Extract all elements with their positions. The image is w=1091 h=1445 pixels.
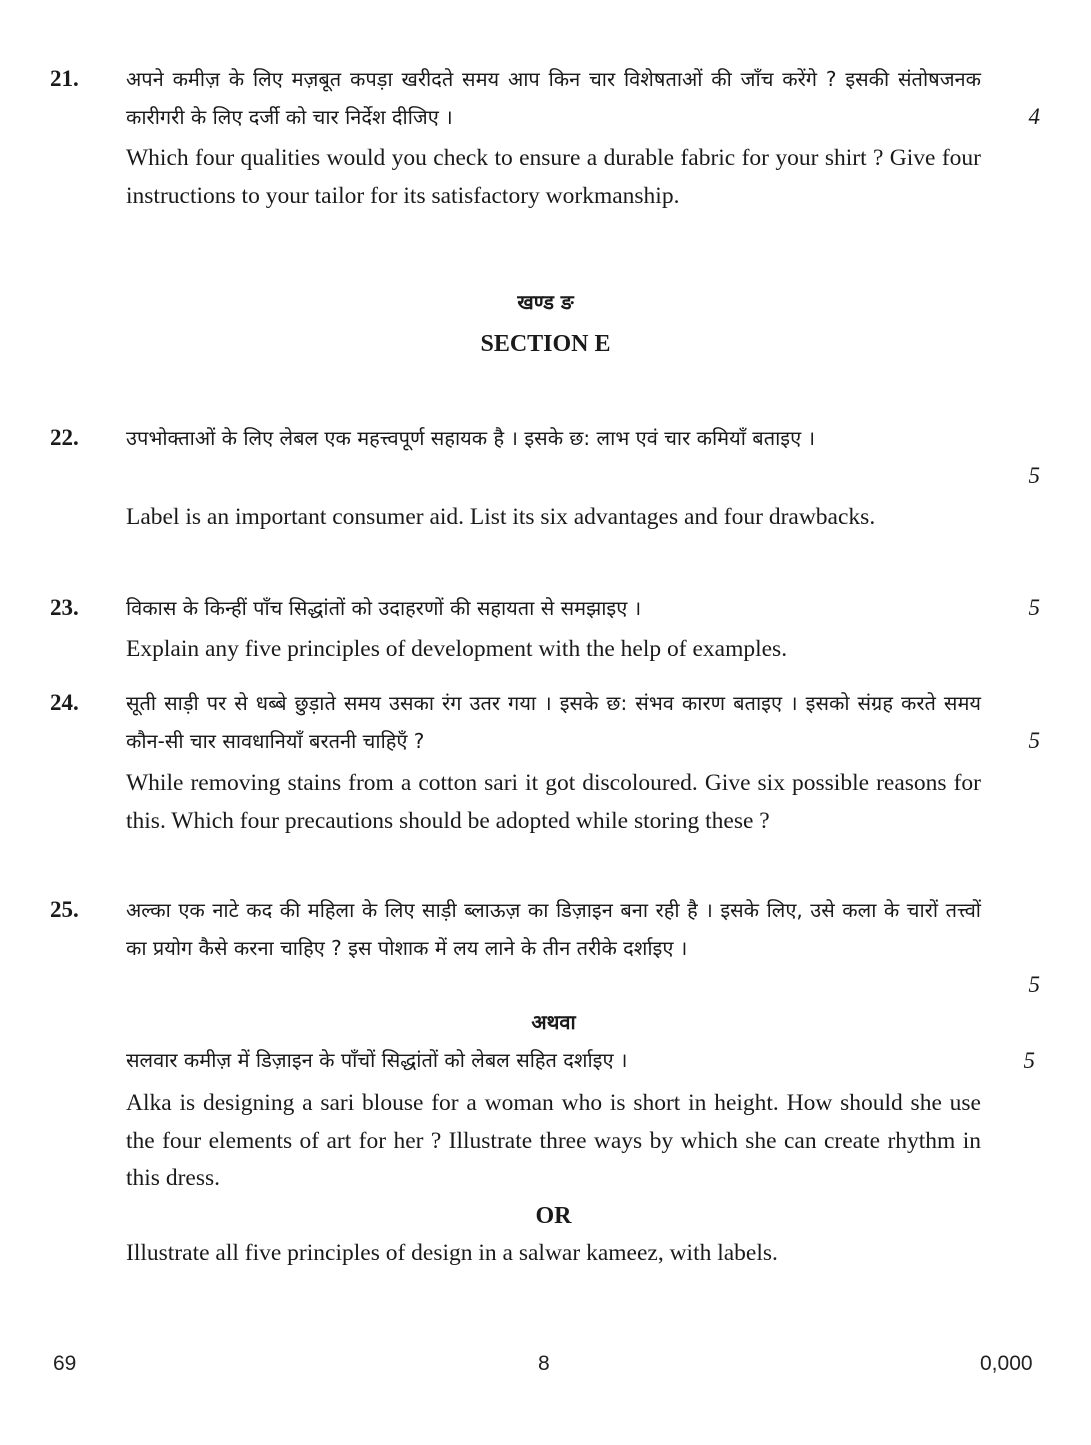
alternative-question-english: Illustrate all five principles of design in a salwar kameez, with labels. xyxy=(126,1240,778,1266)
or-separator-english: OR xyxy=(535,1203,572,1229)
question-text-english: Label is an important consumer aid. List its six advantages and four drawbacks. xyxy=(126,504,876,530)
alternative-marks: 5 xyxy=(1023,1048,1035,1073)
question-text-english: Which four qualities would you check to ensure a durable fabric for your shirt ? Give four instructions to your tailor for its satisfactory workmanship. xyxy=(126,145,981,209)
page-number: 8 xyxy=(538,1352,550,1375)
question-number: 24. xyxy=(50,690,79,715)
print-count: 0,000 xyxy=(980,1352,1033,1375)
section-heading-hindi: खण्ड ङ xyxy=(517,290,574,314)
question-text-hindi: अल्का एक नाटे कद की महिला के लिए साड़ी ब्लाऊज़ का डिज़ाइन बना रही है । इसके लिए, उसे कला के चारों तत्त्वों का प्रयोग कैसे करना चाहिए ? इस पोशाक में लय लाने के तीन तरीके दर्शाइए । xyxy=(126,898,981,960)
paper-code: 69 xyxy=(53,1352,77,1375)
alternative-question-hindi: सलवार कमीज़ में डिज़ाइन के पाँचों सिद्धांतों को लेबल सहित दर्शाइए । xyxy=(126,1048,628,1072)
question-text-hindi: सूती साड़ी पर से धब्बे छुड़ाते समय उसका रंग उतर गया । इसके छ: संभव कारण बताइए । इसको संग्रह करते समय कौन-सी चार सावधानियाँ बरतनी चाहिएँ ? xyxy=(126,691,981,753)
question-text-hindi: विकास के किन्हीं पाँच सिद्धांतों को उदाहरणों की सहायता से समझाइए । xyxy=(126,596,642,620)
marks: 5 xyxy=(1028,595,1040,620)
question-number: 23. xyxy=(50,595,79,620)
marks: 5 xyxy=(1028,463,1040,488)
question-text-english: While removing stains from a cotton sari it got discoloured. Give six possible reasons for this. Which four precautions should be adopted while storing these ? xyxy=(126,770,981,834)
question-number: 21. xyxy=(50,66,79,91)
question-number: 22. xyxy=(50,425,79,450)
marks: 4 xyxy=(1028,104,1040,129)
or-separator-hindi: अथवा xyxy=(531,1010,576,1034)
section-heading-english: SECTION E xyxy=(480,331,611,357)
question-text-hindi: अपने कमीज़ के लिए मज़बूत कपड़ा खरीदते समय आप किन चार विशेषताओं की जाँच करेंगे ? इसकी संतोषजनक कारीगरी के लिए दर्जी को चार निर्देश दीजिए । xyxy=(126,67,981,129)
marks: 5 xyxy=(1028,972,1040,997)
question-text-english: Alka is designing a sari blouse for a woman who is short in height. How should she use the four elements of art for her ? Illustrate three ways by which she can create rhythm in this dress. xyxy=(126,1090,981,1191)
marks: 5 xyxy=(1028,728,1040,753)
question-text-english: Explain any five principles of development with the help of examples. xyxy=(126,636,788,662)
question-number: 25. xyxy=(50,897,79,922)
question-text-hindi: उपभोक्ताओं के लिए लेबल एक महत्त्वपूर्ण सहायक है । इसके छ: लाभ एवं चार कमियाँ बताइए । xyxy=(126,426,816,450)
